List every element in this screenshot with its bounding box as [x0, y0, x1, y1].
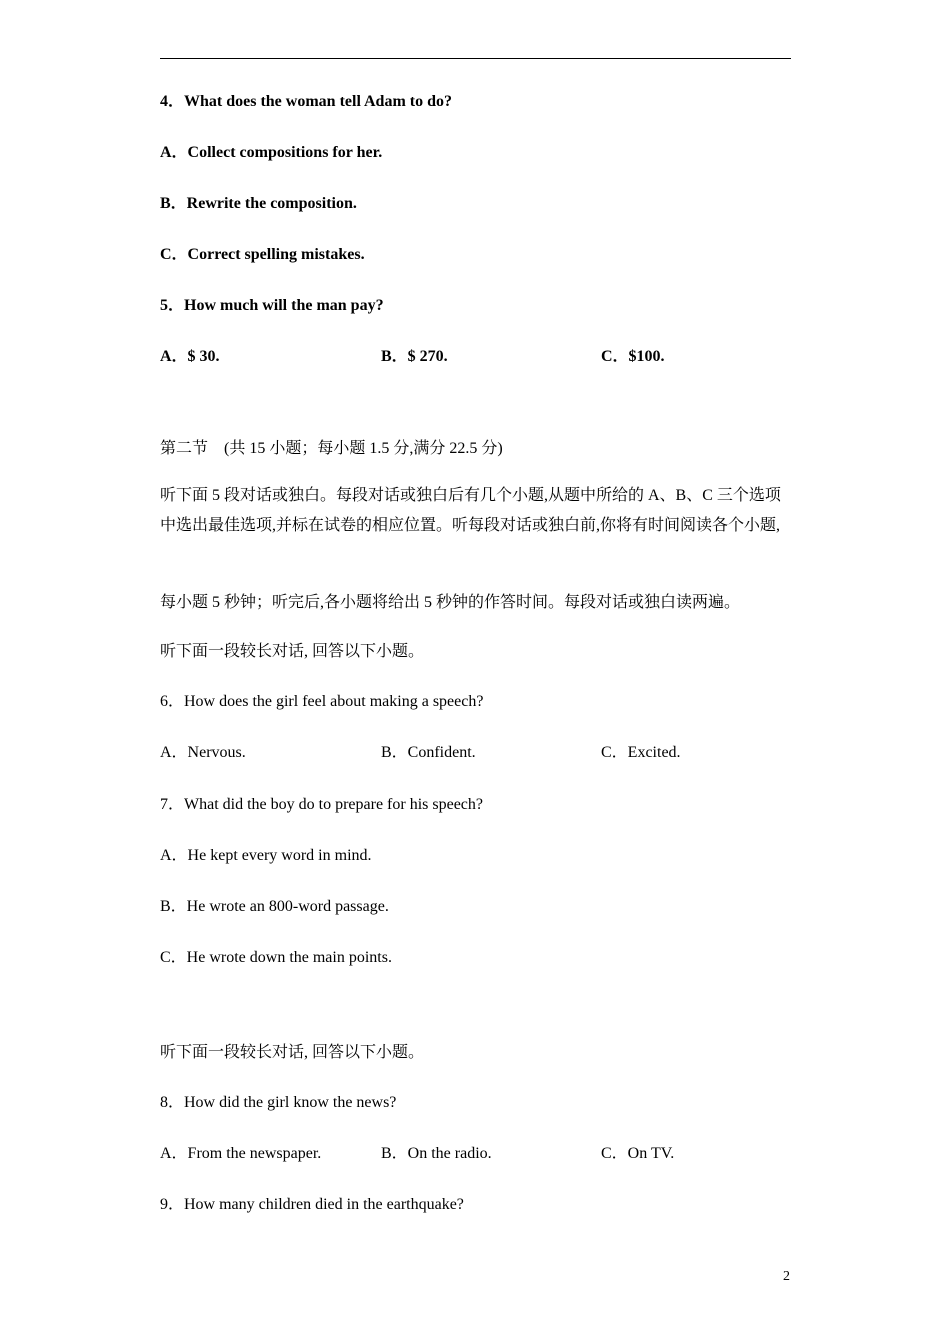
- question-4: 4．What does the woman tell Adam to do?: [160, 93, 453, 110]
- question-9: 9．How many children died in the earthquake?: [160, 1196, 464, 1213]
- section-2-instruction-timing: 每小题 5 秒钟；听完后,各小题将给出 5 秒钟的作答时间。每段对话或独白读两遍。: [160, 594, 741, 611]
- question-5-option-b: B．$ 270.: [381, 348, 448, 365]
- question-6-option-c: C．Excited.: [601, 744, 681, 761]
- question-7-option-b: B．He wrote an 800-word passage.: [160, 898, 389, 915]
- question-4-option-c: C．Correct spelling mistakes.: [160, 246, 365, 263]
- dialogue-intro: 听下面一段较长对话, 回答以下小题。: [160, 1044, 425, 1061]
- question-8-option-c: C．On TV.: [601, 1145, 675, 1162]
- question-6-option-b: B．Confident.: [381, 744, 476, 761]
- question-7-option-a: A．He kept every word in mind.: [160, 847, 372, 864]
- question-6: 6．How does the girl feel about making a speech?: [160, 693, 484, 710]
- question-6-option-a: A．Nervous.: [160, 744, 246, 761]
- section-2-instruction: 听下面 5 段对话或独白。每段对话或独白后有几个小题,从题中所给的 A、B、C 三个选项中选出最佳选项,并标在试卷的相应位置。听每段对话或独白前,你将有时间阅读各个小题,: [160, 487, 781, 534]
- question-4-option-b: B．Rewrite the composition.: [160, 195, 357, 212]
- question-8-option-a: A．From the newspaper.: [160, 1145, 322, 1162]
- question-5-option-c: C．$100.: [601, 348, 665, 365]
- section-2-heading: 第二节 (共 15 小题；每小题 1.5 分,满分 22.5 分): [160, 440, 503, 457]
- header-rule: [160, 58, 791, 59]
- question-5: 5．How much will the man pay?: [160, 297, 384, 314]
- question-8: 8．How did the girl know the news?: [160, 1094, 397, 1111]
- dialogue-intro: 听下面一段较长对话, 回答以下小题。: [160, 643, 425, 660]
- question-5-option-a: A．$ 30.: [160, 348, 220, 365]
- question-7: 7．What did the boy do to prepare for his speech?: [160, 796, 484, 813]
- question-8-option-b: B．On the radio.: [381, 1145, 492, 1162]
- page-number: 2: [783, 1269, 790, 1284]
- question-4-option-a: A．Collect compositions for her.: [160, 144, 383, 161]
- question-7-option-c: C．He wrote down the main points.: [160, 949, 392, 966]
